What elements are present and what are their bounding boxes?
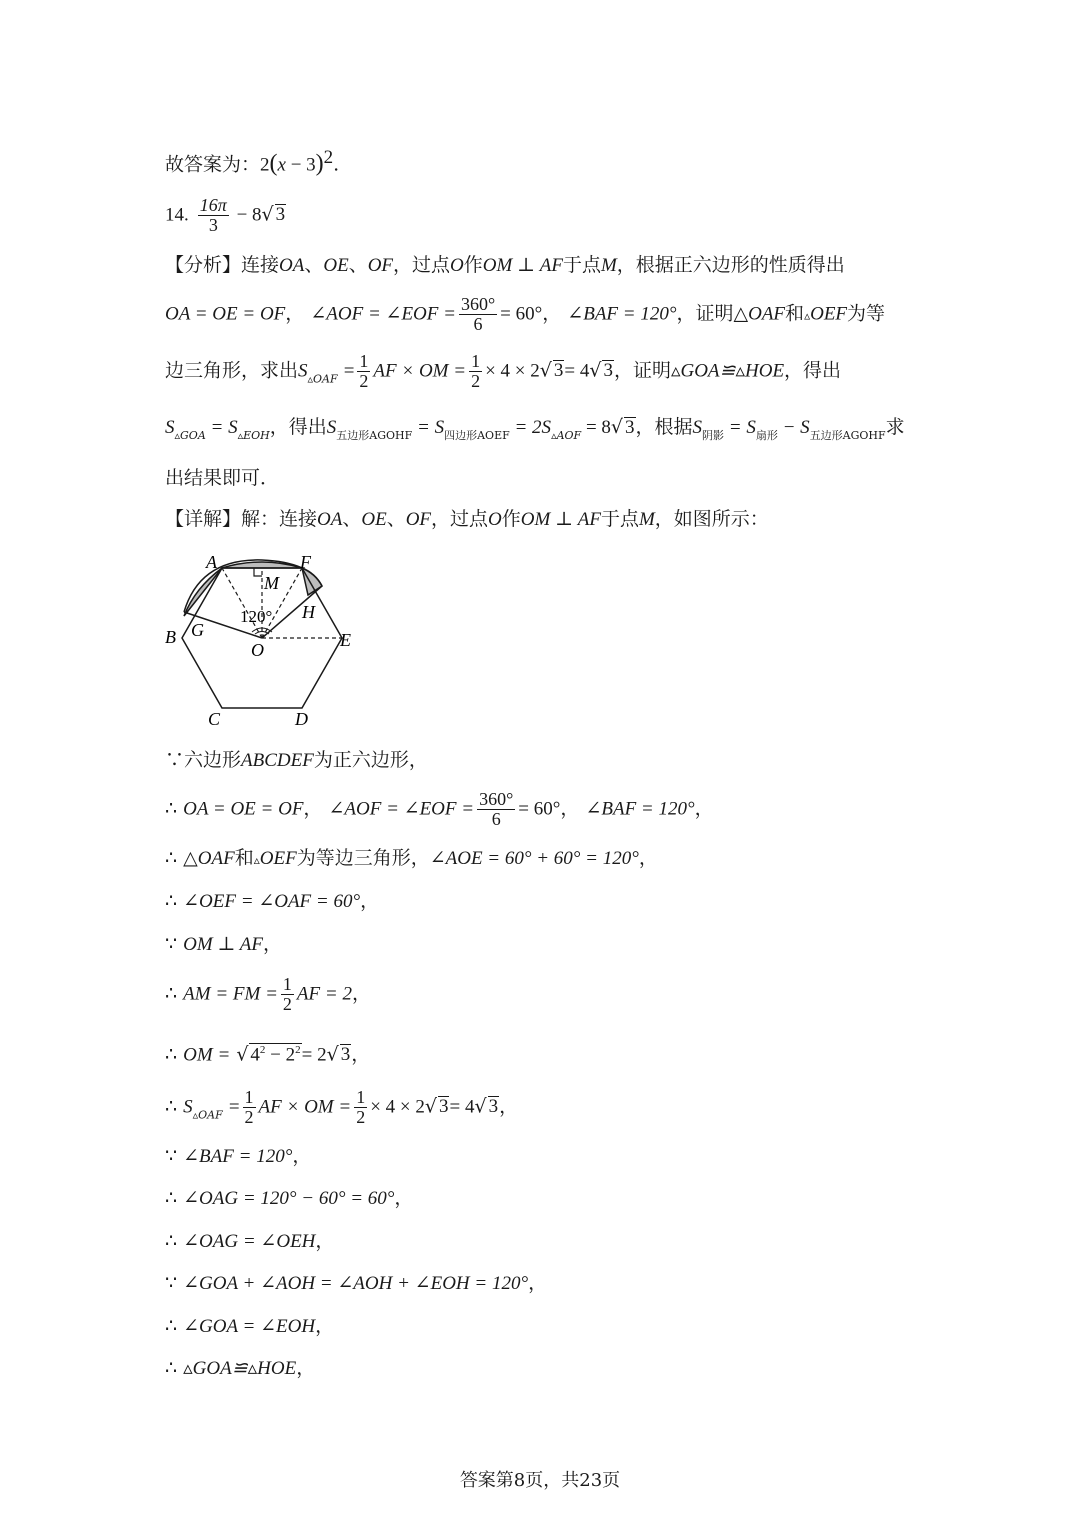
label-angle: 120° xyxy=(240,607,273,626)
answer-line-14: 14. $\frac{16\pi}{3}$ − 8√ 3 xyxy=(165,195,286,235)
analysis-line-1: 【分析】连接OA、OE、OF，过点O作OM ⊥ AF于点M，根据正六边形的性质得出 xyxy=(165,254,845,276)
step-8: ∴ $S_{▵OAF}$ = $\frac{1}{2}$ AF × OM = $\frac{1}{2}$ × 4 × 2√ 3= 4√ 3， xyxy=(165,1087,519,1127)
answer-line-13: 故答案为：$2(x - 3)^2$. xyxy=(165,147,340,177)
label-D: D xyxy=(295,709,308,729)
step-3: ∴ △OAF和▵OEF为等边三角形，∠AOE = 60° + 60° = 120°， xyxy=(165,847,658,869)
analysis-line-4: $S_{▵GOA} = S_{▵EOH}$，得出$S_{五边形AGOHF} = S_{四边形AOEF} = 2S_{▵AOF} = 8√$ 3，根据$S_{阴影} = S_{扇形} - S_{五边形AGOHF}$求 xyxy=(165,416,905,442)
label-G: G xyxy=(191,620,204,640)
label-M: M xyxy=(264,573,279,593)
step-4: ∴ ∠OEF = ∠OAF = 60°， xyxy=(165,890,380,912)
step-5: ∵ OM ⊥ AF， xyxy=(165,933,282,955)
shaded-segment-right xyxy=(184,568,222,616)
step-2: ∴ OA = OE = OF， ∠AOF = ∠EOF = $\frac{360^\circ}{6}$ = 60°， ∠BAF = 120°， xyxy=(165,789,714,829)
label-B: B xyxy=(165,627,176,647)
step-10: ∴ ∠OAG = 120° − 60° = 60°， xyxy=(165,1187,414,1209)
label-E: E xyxy=(340,630,351,650)
step-14: ∴ ▵GOA≌▵HOE， xyxy=(165,1357,316,1379)
step-11: ∴ ∠OAG = ∠OEH， xyxy=(165,1230,335,1252)
hexagon-figure xyxy=(160,548,370,733)
step-7: ∴ OM = √ $4^2 - 2^2= 2√$ 3， xyxy=(165,1043,371,1066)
fraction: $\frac{16\pi}{3}$ xyxy=(199,195,227,235)
analysis-line-5: 出结果即可． xyxy=(165,467,280,489)
step-1: ∵六边形ABCDEF为正六边形， xyxy=(165,749,428,771)
step-9: ∵ ∠BAF = 120°， xyxy=(165,1145,312,1167)
label-O: O xyxy=(251,640,264,660)
label-F: F xyxy=(300,552,311,572)
analysis-line-2: OA = OE = OF， ∠AOF = ∠EOF = $\frac{360^\circ}{6}$ = 60°， ∠BAF = 120°，证明△OAF和▵OEF为等 xyxy=(165,294,886,334)
analysis-line-3: 边三角形，求出$S_{▵OAF}$ = $\frac{1}{2}$ AF × OM = $\frac{1}{2}$ × 4 × 2√ 3= 4√ 3，证明▵GOA≌▵HOE，得出 xyxy=(165,351,842,391)
solution-line-1: 【详解】解：连接OA、OE、OF，过点O作OM ⊥ AF于点M，如图所示： xyxy=(165,508,769,530)
step-12: ∵ ∠GOA + ∠AOH = ∠AOH + ∠EOH = 120°， xyxy=(165,1272,548,1294)
step-13: ∴ ∠GOA = ∠EOH， xyxy=(165,1315,335,1337)
label-H: H xyxy=(302,602,315,622)
right-angle-mark xyxy=(254,568,262,576)
dash-OA xyxy=(222,568,262,638)
label-C: C xyxy=(208,709,221,729)
page-footer: 答案第8页，共23页 xyxy=(459,1470,621,1491)
label-A: A xyxy=(206,552,217,572)
step-6: ∴ AM = FM = $\frac{1}{2}$ AF = 2， xyxy=(165,974,371,1014)
